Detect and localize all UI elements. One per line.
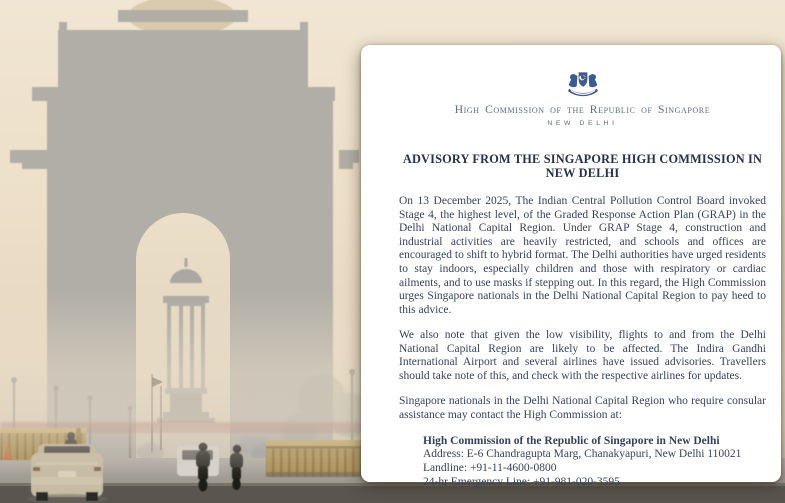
singapore-coat-of-arms-icon: [563, 69, 603, 102]
contact-landline: Landline: +91-11-4600-0800: [423, 462, 557, 475]
letterhead-location: NEW DELHI: [547, 119, 618, 127]
contact-address: Address: E-6 Chandragupta Marg, Chanakyapuri, New Delhi 110021: [423, 448, 742, 461]
advisory-paragraph-3: Singapore nationals in the Delhi National Capital Region who require consular assistance may contact the High Commission at:: [399, 395, 766, 422]
letterhead-organization: High Commission of the Republic of Singapore: [454, 104, 711, 116]
advisory-title: ADVISORY FROM THE SINGAPORE HIGH COMMISSION IN NEW DELHI: [402, 151, 763, 181]
contact-block: [423, 435, 766, 491]
advisory-paragraph-2: We also note that given the low visibility, flights to and from the Delhi National Capital Region are likely to be affected. The Indira Gandhi International Airport and several airlines have issued advisories. Travellers should take note of this, and check with the respective airlines for updates.: [399, 329, 766, 382]
advisory-document: [361, 45, 781, 489]
letterhead: [399, 69, 766, 127]
advisory-paragraph-1: On 13 December 2025, The Indian Central Pollution Control Board invoked Stage 4, the highest level, of the Graded Response Action Plan (GRAP) in the Delhi National Capital Region. Under GRAP Stage 4, construction and industrial activities are heavily restricted, and schools and offices are encouraged to shift to hybrid format. The Delhi authorities have urged residents to stay indoors, especially children and those with respiratory or cardiac ailments, and to use masks if stepping out. In this regard, the High Commission urges Singapore nationals in the Delhi National Capital Region to pay heed to this advice.: [399, 195, 766, 316]
contact-name: High Commission of the Republic of Singapore in New Delhi: [423, 434, 720, 447]
contact-emergency-line: 24-hr Emergency Line: +91-981-020-3595: [423, 476, 620, 489]
